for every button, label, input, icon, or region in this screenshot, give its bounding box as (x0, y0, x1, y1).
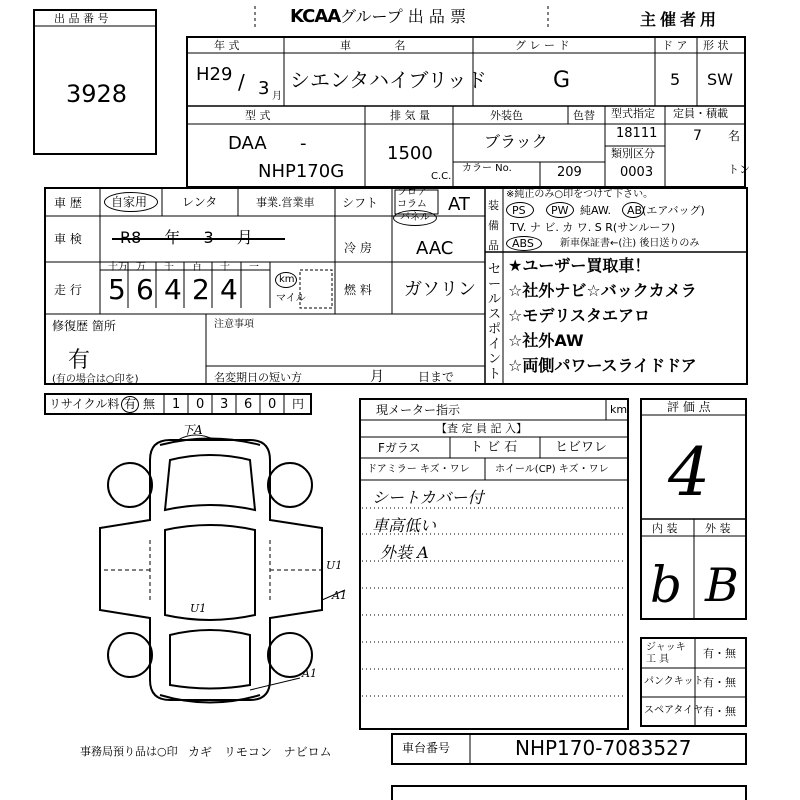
type-prefix: DAA (228, 133, 267, 154)
equip-abs: ABS (512, 237, 534, 250)
chassis-number: NHP170-7083527 (515, 736, 692, 760)
inspection-label: 車 検 (54, 232, 82, 246)
recycle-label: リサイクル料 (49, 397, 120, 411)
recycle-yes: 有 (124, 397, 137, 411)
form-title: グループ 出 品 票 (340, 7, 466, 26)
mileage-digit-label: 十万 (108, 262, 128, 273)
lot-number-label: 出 品 番 号 (54, 12, 109, 25)
inspector-note-3: 外装 A (380, 543, 429, 562)
mileage-digit-label: 十 (220, 262, 230, 273)
grade-points-label: 評 価 点 (667, 400, 711, 414)
mileage-digit-label: 百 (192, 262, 202, 273)
inspector-header: 【査 定 員 記 入】 (436, 422, 527, 435)
color-label: 外装色 (490, 109, 523, 122)
color-no-label: カラー No. (462, 163, 512, 174)
organizer-label: 主催者用 (640, 10, 721, 29)
class-label: 類別区分 (611, 147, 655, 160)
recycle-digit: 0 (268, 397, 277, 412)
repair-note: (有の場合は○印を) (52, 374, 139, 385)
mark-rear-a1: A1 (302, 667, 317, 680)
attention-label: 注意事項 (214, 319, 254, 330)
equipment-note: ※純正のみ○印をつけて下さい。 (506, 189, 654, 200)
color-name: ブラック (484, 132, 548, 151)
mark-side-u1: U1 (326, 559, 343, 572)
type-designation-value: 18111 (616, 126, 658, 141)
name-change-label: 名変期日の短い方 (214, 371, 302, 384)
recycle-digit: 1 (172, 397, 181, 412)
doors-value: 5 (670, 70, 681, 89)
spare-tire-label: スペアタイヤ (644, 705, 704, 716)
type-designation-label: 型式指定 (611, 107, 655, 120)
body-label: 形 状 (703, 39, 729, 52)
exterior-grade: B (705, 558, 739, 612)
recycle-unit: 円 (292, 397, 305, 411)
month-suffix: 月 (272, 91, 282, 102)
ton-unit: トン (728, 163, 750, 176)
lot-number: 3928 (66, 80, 128, 108)
sales-point-item: ★ユーザー買取車！ (508, 256, 651, 275)
ac-label: 冷 房 (344, 241, 372, 255)
exterior-label: 外 装 (705, 522, 731, 535)
rental-label: レンタ (182, 195, 218, 209)
shift-panel: パネル (400, 212, 430, 223)
wheel-label: ホイール(CP) キズ・ワレ (495, 464, 609, 475)
model-label: 車 名 (340, 39, 406, 52)
class-code-value: 0003 (620, 165, 654, 180)
sales-point-item: ☆モデリスタエアロ (508, 306, 651, 325)
mile-unit: マイル (276, 293, 306, 304)
mileage-label: 走 行 (54, 283, 82, 297)
overall-grade: 4 (668, 434, 710, 511)
repair-label: 修復歴 箇所 (52, 319, 116, 333)
year-label: 年 式 (214, 39, 240, 52)
kcaa-logo: KCAA (290, 6, 341, 27)
inspector-note-2: 車高低い (372, 516, 437, 535)
business-label: 事業.営業車 (256, 196, 315, 209)
mileage-digit: 2 (192, 273, 210, 306)
mileage-digit: 4 (164, 273, 182, 306)
crack-label: ヒビワレ (555, 440, 608, 455)
displacement-label: 排 気 量 (390, 109, 430, 122)
recycle-digit: 6 (244, 397, 253, 412)
sales-points-side-label: セールスポイント (488, 262, 502, 382)
day-label: 日まで (418, 370, 455, 384)
grade-value: G (553, 68, 571, 93)
mark-roof-u1: U1 (190, 602, 207, 615)
private-use-label: 自家用 (111, 195, 148, 209)
sales-point-item: ☆両側パワースライドドア (508, 356, 697, 375)
inspector-note-1: シートカバー付 (372, 488, 484, 507)
equip-pw: PW (551, 204, 569, 217)
puncture-kit-label: パンクキット (644, 676, 704, 687)
mileage-digit: 5 (108, 273, 126, 306)
year-era: H29 (196, 64, 233, 85)
capacity-unit: 名 (728, 129, 741, 143)
chip-label: ト ビ 石 (470, 440, 518, 455)
equip-aw: 純AW. (580, 204, 612, 217)
month-label: 月 (370, 369, 384, 385)
office-items-label: 事務局預り品は○印 (80, 745, 178, 758)
sales-point-item: ☆社外ナビ☆バックカメラ (508, 281, 697, 300)
keys-remote-navi: カギ リモコン ナビロム (188, 745, 332, 759)
puncture-yes-no: 有・無 (703, 676, 736, 689)
shift-floor: フロア (397, 187, 427, 198)
mark-front-a: 下A (182, 423, 203, 437)
shift-label: シフト (342, 196, 379, 210)
mark-side-a1: A1 (332, 589, 347, 602)
cc-unit: C.C. (431, 171, 452, 182)
meter-unit: km (610, 403, 628, 416)
fuel-label: 燃 料 (344, 283, 372, 297)
mileage-digit: 6 (136, 273, 154, 306)
meter-label: 現メーター指示 (376, 403, 461, 417)
recycle-no: 無 (143, 397, 156, 411)
capacity-label: 定員・積載 (673, 107, 728, 120)
shift-value: AT (448, 194, 470, 215)
spare-yes-no: 有・無 (703, 705, 736, 718)
recycle-digit: 0 (196, 397, 205, 412)
chassis-label: 車台番号 (402, 741, 451, 755)
jack-label: ジャッキ 工 具 (646, 642, 686, 665)
model-name: シエンタハイブリッド (290, 68, 487, 92)
doors-label: ド ア (662, 39, 688, 52)
mileage-digit-label: 万 (136, 262, 146, 273)
inspection-value: R8 年 3 月 (120, 228, 253, 247)
interior-label: 内 装 (652, 522, 678, 535)
type-code: NHP170G (258, 161, 345, 182)
shift-column: コラム (397, 199, 427, 210)
equip-ps: PS (512, 204, 526, 217)
recycle-digit: 3 (220, 397, 229, 412)
mileage-digit-label: 千 (164, 262, 174, 273)
repair-value: 有 (68, 348, 91, 373)
sales-point-item: ☆社外AW (508, 331, 584, 350)
color-no-value: 209 (557, 165, 582, 180)
fuel-value: ガソリン (404, 279, 476, 300)
year-slash: / (238, 70, 245, 94)
mileage-digit: 4 (220, 273, 238, 306)
interior-grade: b (650, 556, 683, 614)
jack-yes-no: 有・無 (703, 647, 736, 660)
history-label: 車 歴 (54, 196, 82, 210)
capacity-value: 7 (693, 128, 702, 144)
equip-ab: AB(エアバッグ) (627, 204, 705, 217)
type-label: 型 式 (245, 109, 271, 122)
mirror-label: ドアミラー キズ・ワレ (367, 464, 470, 475)
body-type-value: SW (707, 70, 733, 89)
grade-label: グ レ ー ド (515, 39, 570, 52)
ac-value: AAC (416, 238, 454, 259)
displacement-value: 1500 (387, 143, 433, 164)
type-dash: - (300, 133, 307, 154)
equipment-side-label: 装備品 (488, 199, 499, 252)
km-unit: km (279, 274, 295, 285)
year-month: 3 (258, 78, 270, 99)
equip-row2: TV. ナ ビ. カ ワ. S R(サンルーフ) (510, 221, 676, 234)
equip-warranty: 新車保証書←(注) 後日送りのみ (560, 238, 700, 249)
color-change-label: 色替 (573, 109, 595, 122)
glass-label: Fガラス (378, 441, 421, 455)
mileage-digit-label: 一 (249, 262, 259, 273)
